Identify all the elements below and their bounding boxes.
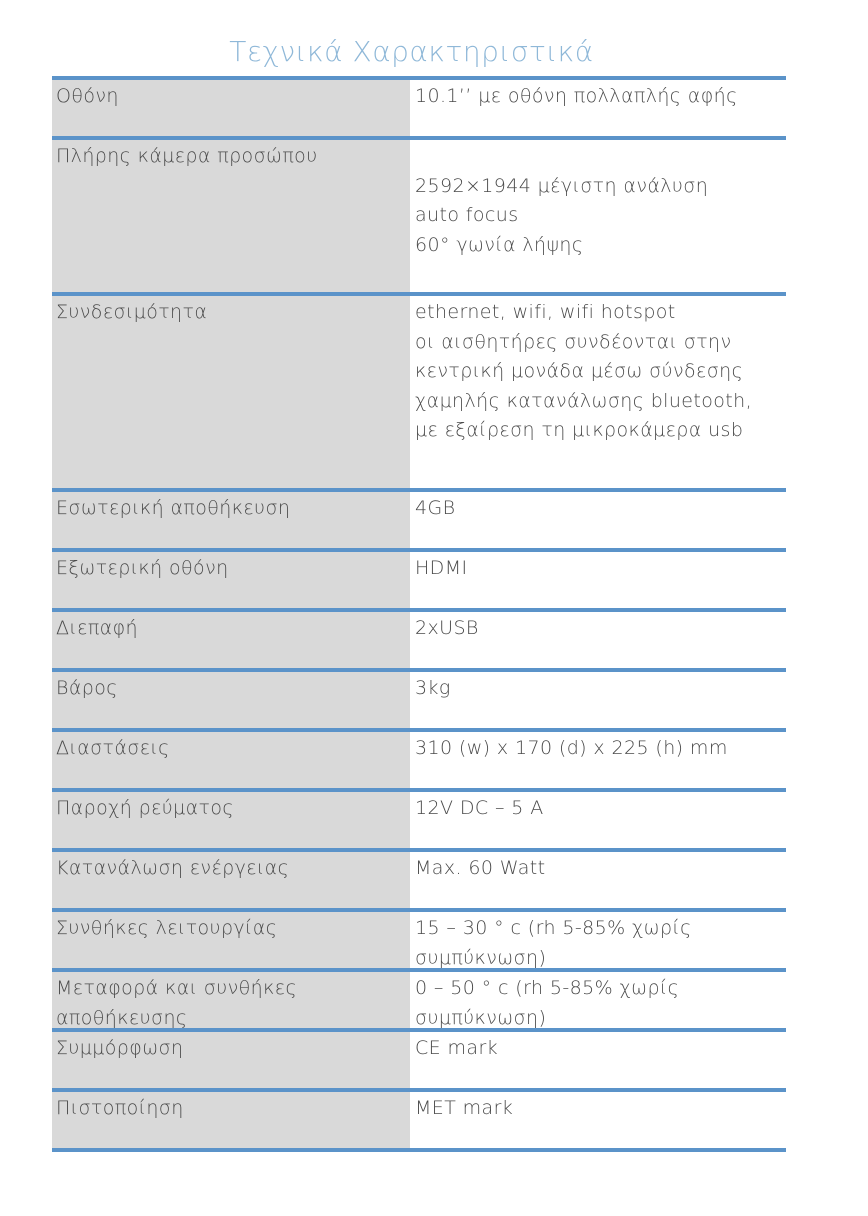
spec-label: Εξωτερική οθόνη	[52, 552, 410, 608]
spec-value: 2592×1944 μέγιστη ανάλυση auto focus 60° γωνία λήψης	[415, 174, 709, 256]
spec-row-operating-conditions	[52, 908, 786, 968]
spec-label: Εσωτερική αποθήκευση	[52, 492, 410, 548]
spec-value: 310 (w) x 170 (d) x 225 (h) mm	[415, 737, 728, 759]
spec-value: 0 – 50 ° c (rh 5-85% χωρίς συμπύκνωση)	[415, 977, 680, 1029]
spec-value: 4GB	[415, 497, 456, 519]
spec-row-display	[52, 76, 786, 136]
spec-value: 10.1’’ με οθόνη πολλαπλής αφής	[415, 85, 738, 107]
spec-value: 3kg	[415, 677, 451, 699]
spec-label: Συμμόρφωση	[52, 1032, 410, 1088]
spec-table	[52, 76, 786, 1152]
spec-row-internal-storage	[52, 488, 786, 548]
spec-label: Διεπαφή	[52, 612, 410, 668]
spec-row-power-consumption	[52, 848, 786, 908]
spec-label: Πιστοποίηση	[52, 1092, 410, 1148]
spec-row-compliance	[52, 1028, 786, 1088]
spec-value: HDMI	[415, 557, 468, 579]
spec-label: Οθόνη	[52, 80, 410, 136]
page-title: Τεχνικά Χαρακτηριστικά	[229, 35, 594, 68]
spec-row-dimensions	[52, 728, 786, 788]
spec-row-storage-conditions	[52, 968, 786, 1028]
spec-label: Βάρος	[52, 672, 410, 728]
spec-value: 12V DC – 5 A	[415, 797, 544, 819]
spec-value: ethernet, wifi, wifi hotspot οι αισθητήρες συνδέονται στην κεντρική μονάδα μέσω σύνδεσης χαμηλής κατανάλωσης bluetooth, με εξαίρεση τη μικροκάμερα usb	[415, 301, 753, 441]
spec-row-weight	[52, 668, 786, 728]
spec-label: Μεταφορά και συνθήκες αποθήκευσης	[52, 972, 410, 1028]
spec-value: Max. 60 Watt	[415, 857, 546, 879]
spec-row-certification	[52, 1088, 786, 1152]
spec-label: Πλήρης κάμερα προσώπου	[52, 140, 410, 292]
spec-value: CE mark	[415, 1037, 499, 1059]
spec-label: Συνθήκες λειτουργίας	[52, 912, 410, 968]
spec-row-camera	[52, 136, 786, 292]
spec-value: 2xUSB	[415, 617, 479, 639]
spec-row-connectivity	[52, 292, 786, 488]
spec-row-power-supply	[52, 788, 786, 848]
spec-label: Παροχή ρεύματος	[52, 792, 410, 848]
spec-row-external-display	[52, 548, 786, 608]
spec-label: Συνδεσιμότητα	[52, 296, 410, 488]
spec-value: 15 – 30 ° c (rh 5-85% χωρίς συμπύκνωση)	[415, 917, 692, 969]
spec-label: Διαστάσεις	[52, 732, 410, 788]
spec-value: MET mark	[415, 1097, 514, 1119]
spec-label: Κατανάλωση ενέργειας	[52, 852, 410, 908]
spec-row-interface	[52, 608, 786, 668]
